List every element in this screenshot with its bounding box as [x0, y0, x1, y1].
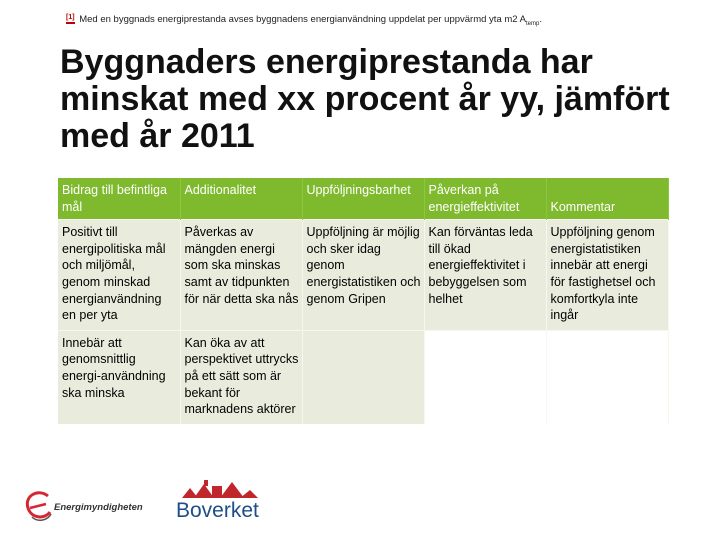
criteria-table [58, 178, 669, 424]
table-cell: Kan öka av att perspektivet uttrycks på ett sätt som är bekant för marknadens aktörer [180, 330, 302, 423]
table-cell: Uppföljning genom energistatistiken innebär att energi för fastighetsel och komfortkyla inte ingår [546, 220, 668, 331]
table-row [58, 330, 668, 423]
table-row [58, 220, 668, 331]
footnote-subscript: temp [526, 20, 540, 27]
table-header-row [58, 178, 668, 220]
energimyndigheten-logo-text: Energimyndigheten [54, 502, 143, 513]
table-cell [302, 330, 424, 423]
table-cell: Positivt till energipolitiska mål och miljömål, genom minskad energianvändning en per yta [58, 220, 180, 331]
energimyndigheten-logo-icon [24, 490, 54, 524]
footnote-marker: [1] [66, 14, 75, 24]
header-paverkan: Påverkan på energieffektivitet [424, 178, 546, 220]
boverket-roofs-logo-icon [180, 478, 260, 500]
table-cell: Uppföljning är möjlig och sker idag genom energistatistiken och genom Gripen [302, 220, 424, 331]
table-cell: Påverkas av mängden energi som ska minskas samt av tidpunkten för när detta ska nås [180, 220, 302, 331]
header-bidrag: Bidrag till befintliga mål [58, 178, 180, 220]
table-cell [546, 330, 668, 423]
footnote-suffix: . [539, 14, 542, 25]
footer-logos [24, 478, 284, 528]
footnote-text: Med en byggnads energiprestanda avses byggnadens energianvändning uppdelat per uppvärmd yta m2 A [79, 14, 527, 25]
table-cell [424, 330, 546, 423]
footnote [66, 14, 706, 27]
header-kommentar: Kommentar [546, 178, 668, 220]
table-cell: Kan förväntas leda till ökad energieffektivitet i bebyggelsen som helhet [424, 220, 546, 331]
table-cell: Innebär att genomsnittlig energi-användning ska minska [58, 330, 180, 423]
slide-title: Byggnaders energiprestanda har minskat med xx procent år yy, jämfört med år 2011 [60, 43, 670, 155]
header-additionalitet: Additionalitet [180, 178, 302, 220]
header-uppfoljningsbarhet: Uppföljningsbarhet [302, 178, 424, 220]
boverket-logo-text: Boverket [176, 499, 259, 522]
